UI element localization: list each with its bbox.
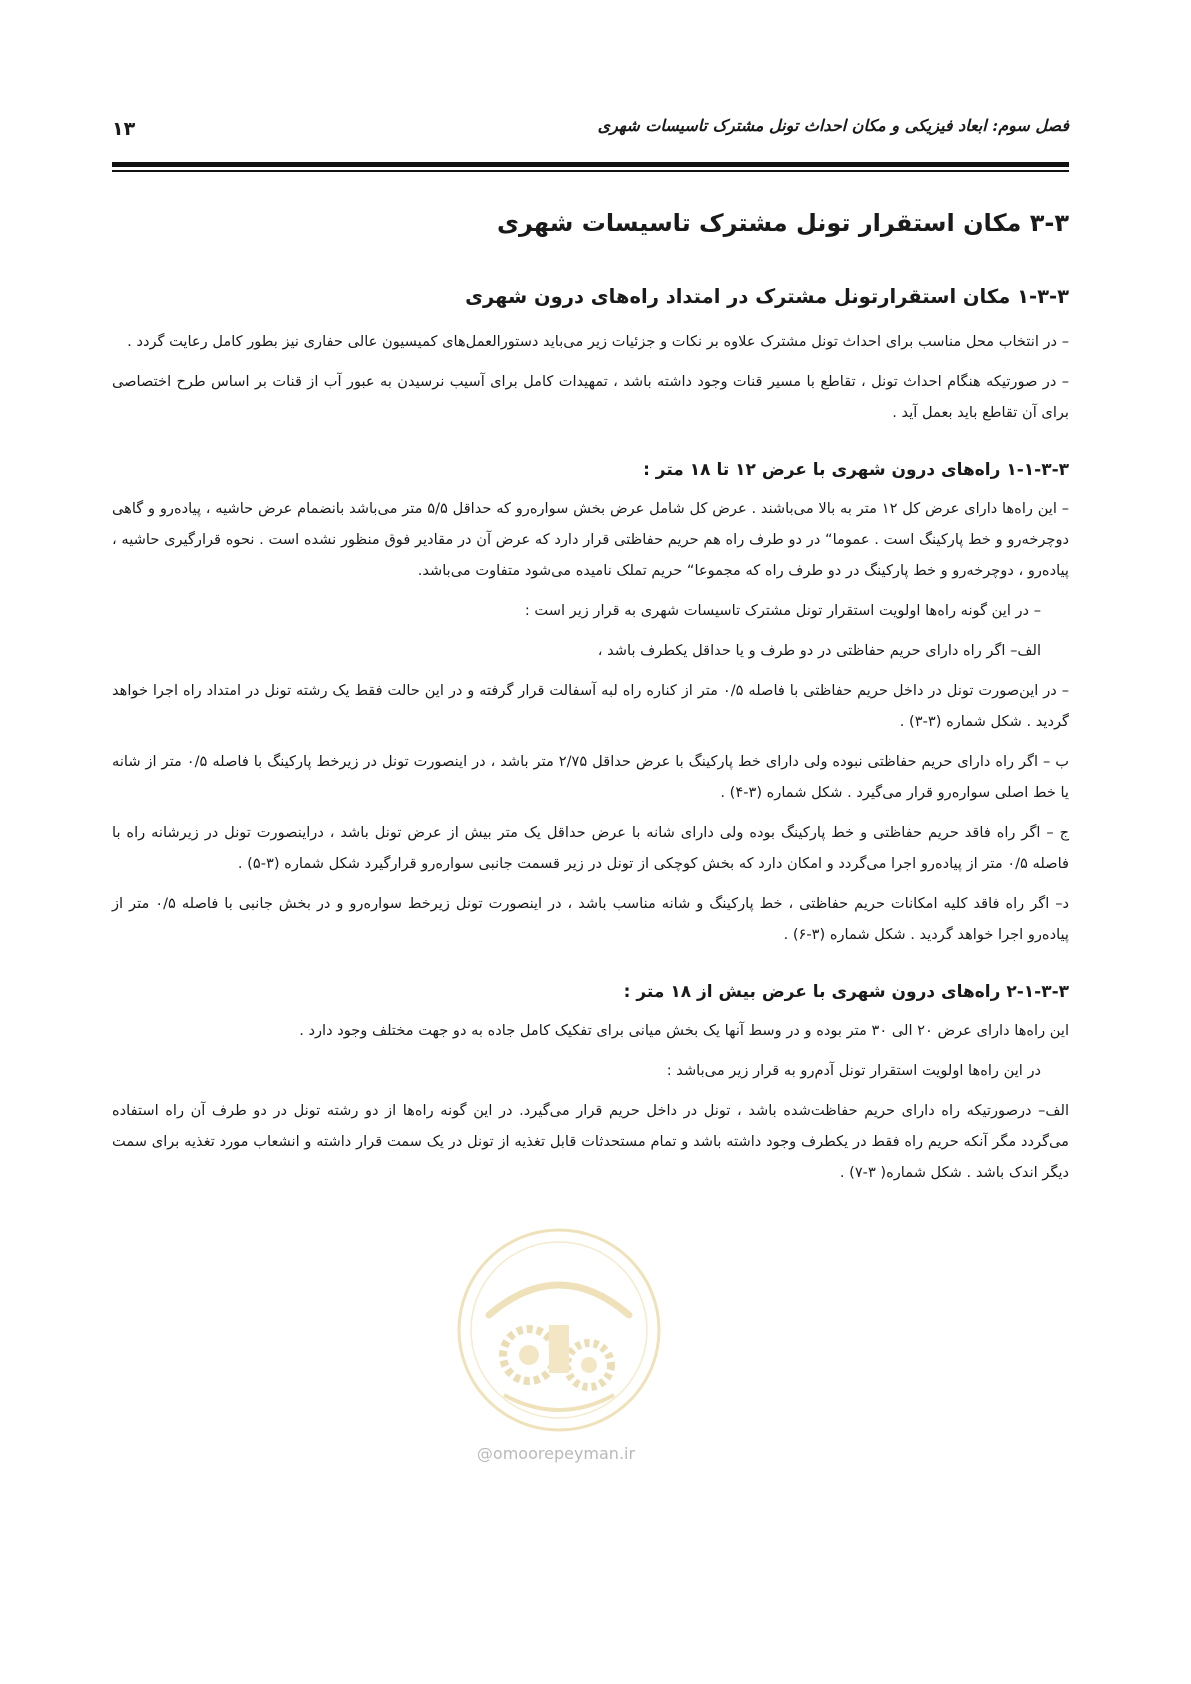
- watermark-url: @omoorepeyman.ir: [476, 1444, 636, 1463]
- chapter-title: فصل سوم: ابعاد فیزیکی و مکان احداث تونل مشترک تاسیسات شهری: [597, 116, 1069, 135]
- sub-subsection-heading: ۱-۱-۳-۳ راه‌های درون شهری با عرض ۱۲ تا ۱۸ متر :: [643, 460, 1069, 480]
- paragraph: این راه‌ها دارای عرض ۲۰ الی ۳۰ متر بوده و در وسط آنها یک بخش میانی برای تفکیک کامل جاده به دو جهت مختلف وجود دارد .: [299, 1022, 1069, 1039]
- paragraph: ج – اگر راه فاقد حریم حفاظتی و خط پارکینگ بوده ولی دارای شانه با عرض حداقل یک متر بیش از عرض تونل باشد ، دراینصورت تونل در زیرشانه راه با فاصله ۰/۵ متر از پیاده‌رو اجرا می‌گردد و امکان دارد که بخش کوچکی از تونل در زیر قسمت جانبی سواره‌رو قرارگیرد شکل شماره (۳-۵) .: [112, 824, 1069, 872]
- paragraph: – در این‌صورت تونل در داخل حریم حفاظتی با فاصله ۰/۵ متر از کناره راه لبه آسفالت قرار گرفته و در این حالت فقط یک رشته تونل در امتداد راه اجرا خواهد گردید . شکل شماره (۳-۳) .: [112, 682, 1069, 730]
- paragraph: د– اگر راه فاقد کلیه امکانات حریم حفاظتی ، خط پارکینگ و شانه مناسب باشد ، در اینصورت تونل زیرخط سواره‌رو و در بخش جانبی با فاصله ۰/۵ متر از پیاده‌رو اجرا خواهد گردید . شکل شماره (۳-۶) .: [112, 895, 1069, 943]
- paragraph: ب – اگر راه دارای حریم حفاظتی نبوده ولی دارای خط پارکینگ با عرض حداقل ۲/۷۵ متر باشد ، در اینصورت تونل در زیرخط پارکینگ با فاصله ۰/۵ متر از شانه یا خط اصلی سواره‌رو قرار می‌گیرد . شکل شماره (۳-۴) .: [112, 753, 1069, 801]
- header-rule-thick: [112, 162, 1069, 167]
- section-heading: ۳-۳ مکان استقرار تونل مشترک تاسیسات شهری: [497, 209, 1069, 237]
- paragraph: – در این گونه راه‌ها اولویت استقرار تونل مشترک تاسیسات شهری به قرار زیر است :: [524, 602, 1041, 619]
- page-header: [112, 110, 1069, 146]
- paragraph: الف– اگر راه دارای حریم حفاظتی در دو طرف و یا حداقل یکطرف باشد ،: [597, 642, 1041, 659]
- watermark-logo-icon: [444, 1215, 674, 1465]
- sub-subsection-heading: ۲-۱-۳-۳ راه‌های درون شهری با عرض بیش از ۱۸ متر :: [623, 982, 1069, 1002]
- subsection-heading: ۱-۳-۳ مکان استقرارتونل مشترک در امتداد راه‌های درون شهری: [465, 285, 1069, 308]
- paragraph: – در صورتیکه هنگام احداث تونل ، تقاطع با مسیر قنات وجود داشته باشد ، تمهیدات کامل برای آسیب نرسیدن به عبور آب از قنات بر اساس طرح اختصاصی برای آن تقاطع باید بعمل آید .: [112, 373, 1069, 421]
- paragraph: الف– درصورتیکه راه دارای حریم حفاظت‌شده باشد ، تونل در داخل حریم قرار می‌گیرد. در این گونه راه‌ها از دو رشته تونل در دو طرف آن راه استفاده می‌گردد مگر آنکه حریم راه فقط در یکطرف وجود داشته باشد و تمام مستحدثات قابل تغذیه از تونل در یک سمت قرار داشته و انشعاب مورد تغذیه برای سمت دیگر اندک باشد . شکل شماره( ۳-۷) .: [112, 1102, 1069, 1181]
- paragraph: در این راه‌ها اولویت استقرار تونل آدم‌رو به قرار زیر می‌باشد :: [666, 1062, 1041, 1079]
- page-number: ۱۳: [112, 118, 136, 140]
- page-body: [112, 188, 1069, 1188]
- header-rule-thin: [112, 170, 1069, 172]
- paragraph: – در انتخاب محل مناسب برای احداث تونل مشترک علاوه بر نکات و جزئیات زیر می‌باید دستورالعمل‌های کمیسیون عالی حفاری نیز بطور کامل رعایت گردد .: [127, 333, 1069, 350]
- paragraph: – این راه‌ها دارای عرض کل ۱۲ متر به بالا می‌باشند . عرض کل شامل عرض بخش سواره‌رو که حداقل ۵/۵ متر می‌باشد بانضمام عرض حاشیه ، پیاده‌رو و گاهی دوچرخه‌رو و خط پارکینگ است . عموما“ در دو طرف راه هم حریم حفاظتی قرار دارد که عرض آن در مقادیر فوق منظور نشده است . نحوه قرارگیری حاشیه ، پیاده‌رو ، دوچرخه‌رو و خط پارکینگ در دو طرف راه که مجموعا“ حریم تملک نامیده می‌شود متفاوت می‌باشد.: [112, 500, 1069, 579]
